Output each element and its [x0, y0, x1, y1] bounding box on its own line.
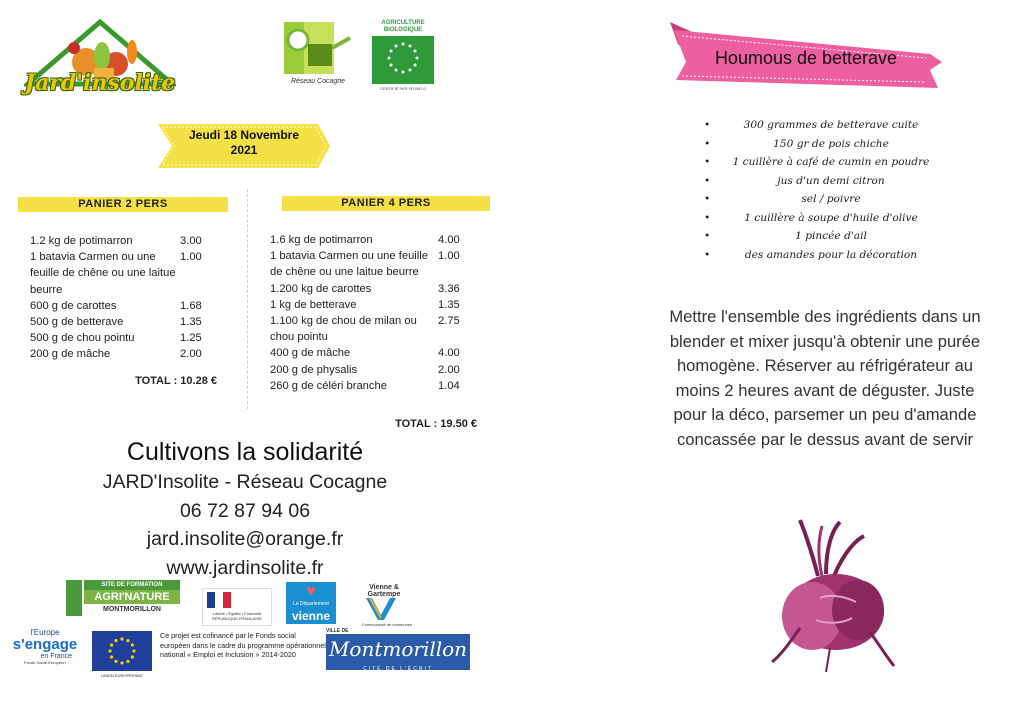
panier-2-header: PANIER 2 PERS	[18, 197, 228, 212]
organization-name: JARD'Insolite - Réseau Cocagne	[102, 471, 388, 493]
list-item: • des amandes pour la décoration	[700, 246, 948, 265]
europe-sengage-logo: l'Europe s'engage en France Fonds Social Européen	[12, 628, 78, 665]
bio-logo-title: AGRICULTURE BIOLOGIQUE	[381, 20, 425, 33]
list-item: 200 g de mâche 2.00	[30, 348, 202, 361]
list-item: 500 g de chou pointu 1.25	[30, 332, 202, 345]
list-item: • sel / poivre	[700, 190, 948, 209]
email-address[interactable]: jard.insolite@orange.fr	[146, 528, 344, 550]
ingredients-list	[700, 116, 948, 264]
list-item: • 1 cuillère à soupe d'huile d'olive	[700, 209, 948, 228]
date-line-1: Jeudi 18 Novembre	[188, 128, 300, 142]
panier-4-list	[270, 232, 468, 394]
column-divider	[247, 189, 248, 409]
reseau-cocagne-text: Réseau Cocagne	[290, 78, 346, 85]
list-item: 1.6 kg de potimarron 4.00	[270, 234, 460, 246]
slogan: Cultivons la solidarité	[126, 438, 364, 466]
montmorillon-logo: VILLE DE Montmorillon CITÉ DE L'ÉCRIT	[326, 628, 470, 674]
panier-2-list	[30, 233, 210, 363]
list-item: 400 g de mâche 4.00	[270, 347, 460, 360]
list-item: • 150 gr de pois chiche	[700, 135, 948, 154]
contact-block	[60, 436, 430, 582]
jardinsolite-logo	[24, 18, 176, 100]
eu-leaf-icon	[372, 36, 434, 84]
eu-label: UNION EUROPÉENNE	[100, 673, 143, 678]
eu-flag-icon	[92, 631, 152, 678]
recipe-title-ribbon	[668, 18, 944, 90]
vienne-heart-icon: ♥	[306, 583, 316, 600]
republique-francaise-logo: Liberté • Égalité • Fraternité RÉPUBLIQUE FRANÇAISE	[202, 588, 272, 626]
list-item: 1 batavia Carmen ou une feuille de chêne ou une laitue beurre 1.00	[270, 250, 460, 279]
list-item: • 1 pincée d'ail	[700, 227, 948, 246]
beetroot-illustration-icon	[760, 516, 900, 676]
panier-4-header: PANIER 4 PERS	[282, 196, 490, 211]
list-item: 1.2 kg de potimarron 3.00	[30, 235, 202, 247]
vienne-departement-logo: ♥ Le Département vienne	[286, 582, 336, 624]
list-item: • jus d'un demi citron	[700, 172, 948, 191]
list-item: 260 g de céléri branche 1.04	[270, 379, 460, 392]
vg-v-icon	[356, 598, 412, 620]
eu-funding-text: Ce projet est cofinancé par le Fonds social européen dans le cadre du programme opérationnel national « Emploi et Inclusion » 2014-2020	[160, 631, 326, 659]
jardinsolite-logo-text: Jard'insolite	[24, 70, 176, 96]
recipe-instructions: Mettre l'ensemble des ingrédients dans un blender et mixer jusqu'à obtenir une purée homogène. Réserver au réfrigérateur au moins 2 heures avant de déguster. Juste pour la déco, parsemer un peu d'amande concassée par le dessus avant de servir	[669, 307, 981, 449]
date-banner	[158, 122, 330, 170]
recipe-title: Houmous de betterave	[714, 48, 898, 68]
list-item: 200 g de physalis 2.00	[270, 363, 460, 376]
list-item: 1.200 kg de carottes 3.36	[270, 282, 460, 295]
list-item: 1 kg de betterave 1.35	[270, 298, 460, 311]
list-item: • 1 cuillère à café de cumin en poudre	[700, 153, 948, 172]
vienne-gartempe-logo: Vienne & Gartempe Communauté de communes	[356, 584, 412, 624]
list-item: • 300 grammes de betterave cuite	[700, 116, 948, 135]
website-link[interactable]: www.jardinsolite.fr	[166, 556, 324, 579]
panier-4-total: TOTAL : 19.50 €	[395, 418, 477, 430]
date-line-2: 2021	[230, 143, 258, 157]
reseau-cocagne-logo	[280, 18, 356, 90]
agriculture-bio-logo	[372, 20, 434, 92]
list-item: 600 g de carottes 1.68	[30, 299, 202, 312]
list-item: 500 g de betterave 1.35	[30, 316, 202, 329]
phone-number[interactable]: 06 72 87 94 06	[179, 499, 311, 522]
list-item: 1 batavia Carmen ou une feuille de chêne ou une laitue beurre 1.00	[30, 251, 202, 296]
bio-logo-certification: CERTIFIÉ PAR FR-BIO-0	[380, 86, 426, 91]
list-item: 1.100 kg de chou de milan ou chou pointu 2.75	[270, 315, 460, 344]
agri-nature-logo: SITE DE FORMATION AGRI'NATURE MONTMORILLON	[66, 580, 180, 622]
panier-2-total: TOTAL : 10.28 €	[135, 375, 217, 387]
